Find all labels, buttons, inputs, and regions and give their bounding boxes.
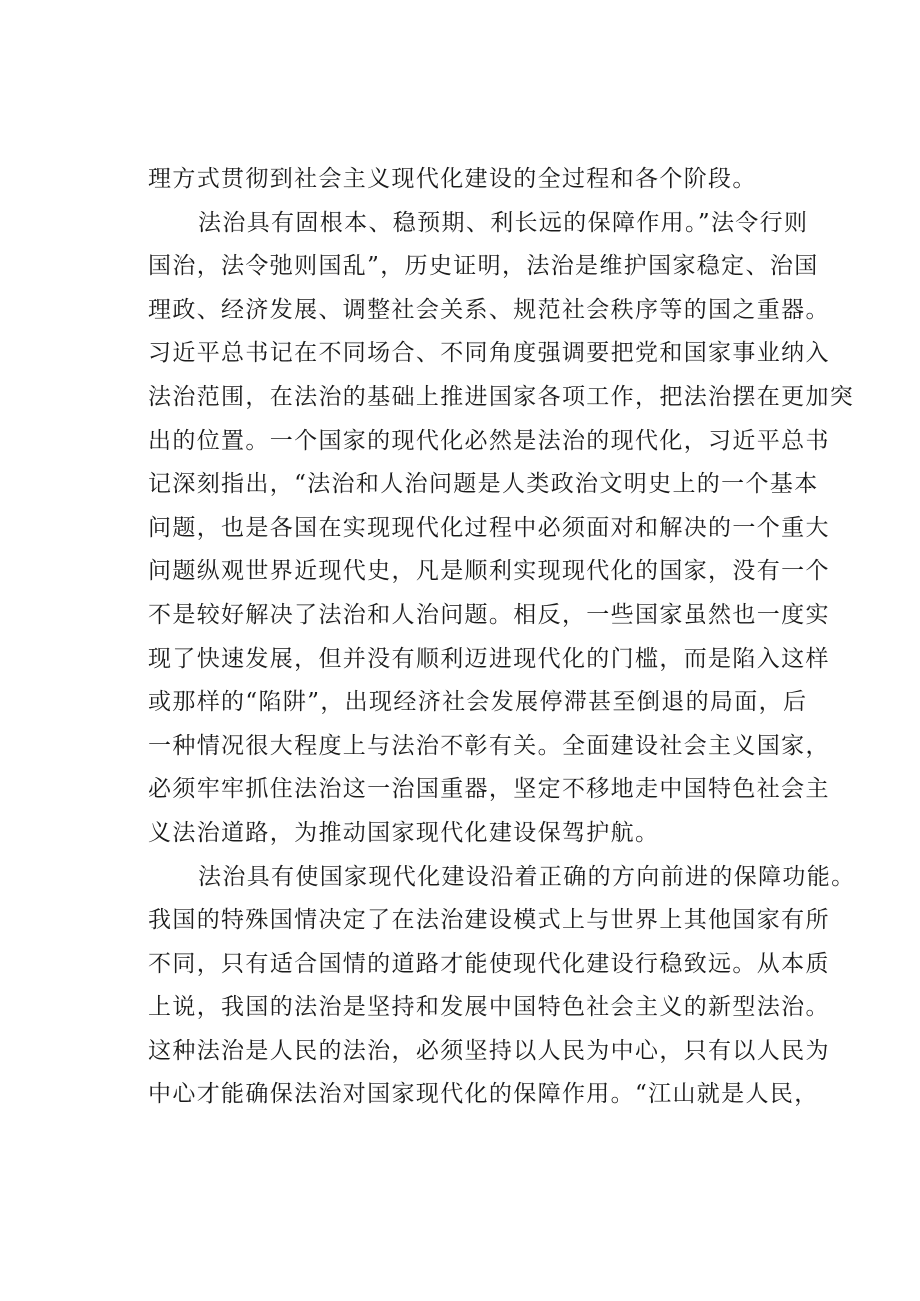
paragraph-first-line: 法治具有使国家现代化建设沿着正确的方向前进的保障功能。 — [198, 863, 856, 890]
text-line: 出的位置。一个国家的现代化必然是法治的现代化，习近平总书 — [148, 427, 830, 454]
text-line: 不同，只有适合国情的道路才能使现代化建设行稳致远。从本质 — [148, 950, 830, 977]
text-line: 习近平总书记在不同场合、不同角度强调要把党和国家事业纳入 — [148, 340, 830, 367]
text-line: 这种法治是人民的法治，必须坚持以人民为中心，只有以人民为 — [148, 1037, 830, 1064]
text-line: 理方式贯彻到社会主义现代化建设的全过程和各个阶段。 — [148, 166, 757, 192]
text-line: 必须牢牢抓住法治这一治国重器，坚定不移地走中国特色社会主 — [148, 776, 830, 803]
text-line: 记深刻指出，“法治和人治问题是人类政治文明史上的一个基本 — [148, 471, 819, 498]
text-line: 中心才能确保法治对国家现代化的保障作用。“江山就是人民， — [148, 1081, 819, 1108]
body-text — [148, 158, 856, 1117]
text-line: 一种情况很大程度上与法治不彰有关。全面建设社会主义国家， — [148, 732, 830, 759]
text-line: 理政、经济发展、调整社会关系、规范社会秩序等的国之重器。 — [148, 296, 830, 323]
text-line: 义法治道路，为推动国家现代化建设保驾护航。 — [148, 819, 660, 846]
text-line: 我国的特殊国情决定了在法治建设模式上与世界上其他国家有所 — [148, 907, 830, 934]
text-line: 上说，我国的法治是坚持和发展中国特色社会主义的新型法治。 — [148, 994, 830, 1021]
text-line: 问题纵观世界近现代史，凡是顺利实现现代化的国家，没有一个 — [148, 558, 830, 585]
paragraph-first-line: 法治具有固根本、稳预期、利长远的保障作用。”法令行则 — [198, 209, 809, 236]
text-line: 国治，法令弛则国乱”，历史证明，法治是维护国家稳定、治国 — [148, 253, 819, 280]
text-line: 或那样的“陷阱”，出现经济社会发展停滞甚至倒退的局面，后 — [148, 689, 808, 716]
text-line: 法治范围，在法治的基础上推进国家各项工作，把法治摆在更加突 — [148, 383, 855, 410]
text-line: 不是较好解决了法治和人治问题。相反，一些国家虽然也一度实 — [148, 601, 830, 628]
text-line: 问题，也是各国在实现现代化过程中必须面对和解决的一个重大 — [148, 514, 830, 541]
text-line: 现了快速发展，但并没有顺利迈进现代化的门槛，而是陷入这样 — [148, 645, 830, 672]
